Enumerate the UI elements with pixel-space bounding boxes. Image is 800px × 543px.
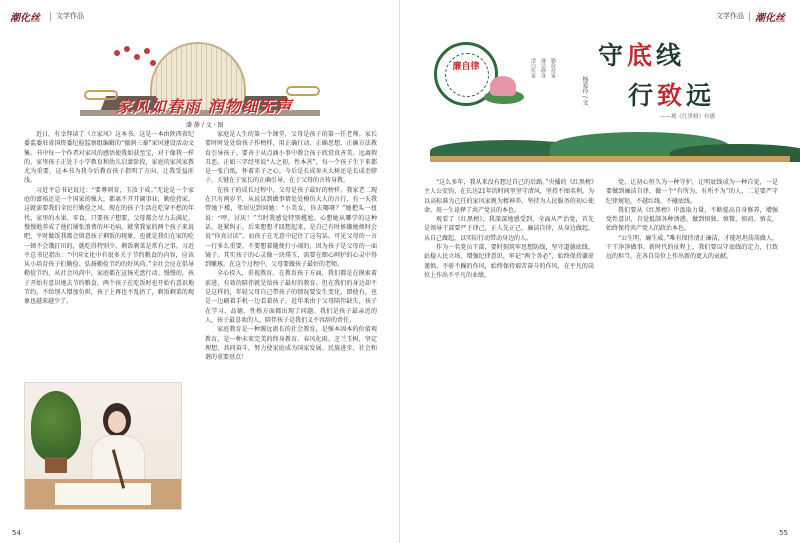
section-label: 文学作品 <box>56 12 84 20</box>
cloud-ornament <box>84 90 118 100</box>
article-banner <box>80 42 320 130</box>
motto-line: 廉洁修身 <box>540 58 546 78</box>
motto-vertical <box>530 58 557 106</box>
motto-line: 清白传家 <box>530 58 536 78</box>
text-column-1 <box>24 130 194 380</box>
seal-text: 廉自律 <box>452 62 480 72</box>
calligraphy-photo <box>24 382 182 510</box>
title-char: 远 <box>686 81 716 110</box>
text-column-2 <box>205 130 377 540</box>
title-line-2 <box>628 76 715 112</box>
page-number: 54 <box>12 529 21 537</box>
right-page <box>400 0 800 543</box>
article-title: 家风如春雨 润物细无声 <box>116 97 293 116</box>
child-body <box>91 435 145 485</box>
paragraph: 在孩子的成长过程中，父母是孩子最好的榜样。我家老二现在只有两岁半，从说话到做事情处处模仿大人的言行，有一天我带她下楼，邻居见到问她：“小美女，你去哪呀？”她把头一扭说：“哼，讨厌！”当时我感觉特别尴尬。心想她从哪学的这种话，赶紧纠正。后来想想才回想起来，是自己有时候嫌她烦时会说“你真讨厌”，而孩子在无意中记住了这句话。可见父母的一言一行多么重要。不要想着随便打小闹的，因为孩子是父母的一面镜子。其实孩子的心灵像一块璞玉，需要在细心呵护的心灵中得到雕琢。在这个过程中，父母要做孩子最好的老师。 <box>205 186 377 269</box>
paragraph: “公生明，廉生威。”唯有保持清正廉洁，才能坦坦荡荡做人、干干净净做事。新时代的征程上，我们要以守底线的定力，行致远的担当，在各自岗位上作出新的更大的贡献。 <box>606 234 778 261</box>
paragraph: 全心投入，重视教育。在教育孩子方面，我们都是在摸索着前进，有效的陪伴就是给孩子最好的教育。但在我们的身边却不是这样的，年轻父母自己带孩子的情况要发生变化，即使有，也是一边刷着手机一边看着孩子。近年来由于父母陪伴缺失，孩子在学习、品德、性格方面都出现了问题。我们是孩子最亲近的人，孩子最喜欢的人，陪伴孩子是我们义不容辞的责任。 <box>205 270 377 324</box>
mountain-illustration <box>430 118 790 162</box>
article-byline: 杨爱玲 / 文 <box>581 76 588 106</box>
page-number: 55 <box>779 529 788 537</box>
title-line-1 <box>598 36 685 72</box>
motto-line: 勤俭持家 <box>550 58 556 78</box>
text-column-1 <box>424 178 594 536</box>
paragraph: 作为一名党员干部，要时刻筑牢思想防线，坚守道德底线，站稳人民立场，增强纪律意识，牢记“两个务必”，始终保持谦虚谨慎、不骄不躁的作风，始终保持艰苦奋斗的作风，在平凡的岗位上作出不平凡的业绩。 <box>424 244 594 279</box>
lotus-icon <box>490 76 516 96</box>
title-char-accent: 底 <box>627 41 657 70</box>
article-subtitle: ——观《红黑榜》有感 <box>660 114 716 120</box>
paragraph: 习近平总书记说过：“要尊则育，玉汝于成。”无论是一个家庭的富裕还是一个国家的强大，都离不开开阔事业，勤俭持家。这就需要我们全民行勤俭之风，现在的孩子生活在吃穿不愁的年代，家里的水果、零食，只要孩子想要，父母都会尽力去满足，慢慢地养成了他们铺张浪费的坏毛病。就拿我家的两个孩子来说吧，平时做饭我都会留意孩子剩饭的现象，也就是我们在家的吃一顿不会饿打田的，就吃得特别少，剩饭剩菜是常有之事。习近平总书记指出：“中国文化中有很多关于节约粮食的内容，应该从小培育孩子们勤俭、弘扬勤俭节约的好风尚。”全社会应在倡导勤俭节约，从社会风尚中，家庭都在宣扬光盘行动。慢慢的，孩子开始有意识地去节约粮食，两个孩子在吃饭时也开始有意识地节约，不给别人增加负担，孩子上再也不乱扔了，剩饭剩菜的现象也越来越少了。 <box>24 186 194 306</box>
pot-illustration <box>45 457 67 473</box>
title-char: 线 <box>656 41 686 70</box>
child-face <box>108 411 126 433</box>
header-divider <box>50 12 51 21</box>
article-title-block <box>430 32 770 172</box>
section-label: 文学作品 <box>716 12 744 20</box>
text-column-2 <box>606 178 778 536</box>
paragraph: 观看了《红黑榜》，我深深地感受到，全面从严治党，首先是领导干部要严于律己，正人先正己，廉洁自律，从身边做起，从自己做起，以实际行动带动身边的人。 <box>424 216 594 242</box>
right-running-header <box>716 8 790 24</box>
magazine-logo: 潮化丝 <box>10 12 40 24</box>
title-char: 守 <box>598 41 628 70</box>
paragraph: 我们要从《红黑榜》中汲取力量，不断提高自身修养，增强党性意识，自觉抵制各种诱惑，做到慎独、慎微、慎初、慎友，始终保持共产党人的政治本色。 <box>606 206 778 233</box>
magazine-logo: 潮化丝 <box>755 12 785 24</box>
paragraph: 党，让初心恒久为一种守护，让明底线成为一种自觉，一是要做到廉洁自律，做一个“有所为，有所不为”的人，二是要严守纪律规矩，不越红线，不碰底线。 <box>606 179 778 205</box>
calligraphy-paper <box>55 483 151 505</box>
article-byline: 潘 静 / 文 · 图 <box>186 122 224 129</box>
plum-blossom-illustration <box>110 44 160 84</box>
seal-emblem <box>430 32 520 132</box>
paragraph: 家庭教育是一种源远流长的社会教育，是强本固本的价值观教育，是一种未来完美的终身教育。春风化雨、芝兰玉树，坚定理想，共同奋斗，努力使家庭成为国家发展、民族进步、社会和谐的重要基点！ <box>205 326 377 362</box>
paragraph: 近日，有幸拜读了《立家风》这本书。这是一本由陕西省纪委监委驻省国资委纪检监察组编辑的“德润三秦”家风建设活动文集。书中每一个作者对家风的感悟使我如获至宝，对于像我一样的，家里孩子正处于小学教育和幼儿启蒙阶段，家庭的家风家教尤为重要，这本书为我今后教育孩子指明了方向，让我受益匪浅。 <box>24 131 194 185</box>
plant-illustration <box>31 391 81 461</box>
header-divider <box>749 12 750 21</box>
title-char-accent: 致 <box>657 81 687 110</box>
left-running-header <box>10 8 84 24</box>
paragraph: 家庭是人生的第一个课堂，父母是孩子的第一任老师。家长要时时处处给孩子作榜样，用正确行动、正确思想、正确方法教育引导孩子。要善于从点滴小事中教会孩子欣赏真善美、远离假丑恶。正如三字经里说“人之初，性本善”，每一个孩子生下来都是一张白纸，怀着赤子之心。今后是长成参天大树还是长成歪脖子，关键在于家长的正确引导，在于父母的言传身教。 <box>205 131 377 185</box>
paragraph: “这么多年，我从来没有想过自己的后路。”央播的《红黑榜》主人公安钧，在长达21年的时间里坚守清风，坚持不图名利，为以高标准为己任的家风家规为精神养、坚持为人民服务的初心使命，用一生诠释了共产党员的本色。 <box>424 179 594 214</box>
title-char: 行 <box>628 81 658 110</box>
